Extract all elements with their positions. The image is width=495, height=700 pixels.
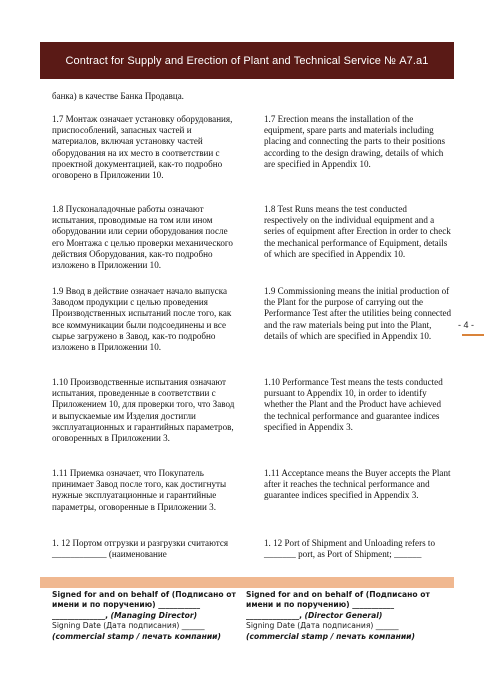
page-number-rule	[462, 334, 484, 336]
signature-line: Signed for and on behalf of (Подписано от	[246, 590, 430, 599]
signature-line: имени и по поручению) ___________	[52, 600, 201, 610]
signature-date-line: Signing Date (Дата подписания) ______	[52, 621, 205, 631]
clause-ru: 1.7 Монтаж означает установку оборудования, приспособлений, запасных частей и материалов, включая установку частей оборудования на их место в соответствии с проектной документацией, как-то подробно оговорено в Приложении 10.	[52, 114, 233, 181]
contract-title: Contract for Supply and Erection of Plant and Technical Service № А7.а1	[65, 54, 429, 67]
clause-row-1-12	[52, 538, 452, 560]
signature-blank: ______________,	[246, 610, 303, 620]
clause-ru: 1.10 Производственные испытания означают испытания, проведенные в соответствии с Приложением 10, для проверки того, что Завод и выпускаемые им Изделия достигли эксплуатационных и гарантийных параметров, оговоренных в Приложении 3.	[52, 377, 235, 444]
signature-block-left	[52, 590, 252, 642]
signature-line: Signed for and on behalf of (Подписано от	[52, 590, 236, 599]
clause-row-1-10	[52, 377, 452, 444]
signature-stamp-line: (commercial stamp / печать компании)	[52, 631, 221, 641]
signature-role-line	[246, 611, 446, 621]
clause-ru: 1.9 Ввод в действие означает начало выпуска Заводом продукции с целью проведения Производственных испытаний после того, как все коммуникации были подсоединены и все сырье загружено в Завод, как-то подробно изложено в Приложении 10.	[52, 286, 232, 353]
footer-accent-bar	[40, 577, 454, 588]
signature-line: имени и по поручению) ___________	[246, 600, 395, 610]
clause-en: 1.8 Test Runs means the test conducted respectively on the individual equipment and a series of equipment after Erection in order to check the mechanical performance of Equipment, details of which are specified in Appendix 10.	[264, 204, 451, 259]
contract-header-bar	[40, 42, 454, 79]
signature-role-line	[52, 611, 252, 621]
signature-date-line: Signing Date (Дата подписания) ______	[246, 621, 399, 631]
clause-ru: 1.11 Приемка означает, что Покупатель принимает Завод после того, как достигнуты нужные эксплуатационные и гарантийные параметры, оговоренные в Приложении 3.	[52, 468, 227, 512]
page-number: - 4 -	[458, 320, 475, 330]
signature-role: (Managing Director)	[110, 610, 198, 620]
clause-en: 1.10 Performance Test means the tests conducted pursuant to Appendix 10, in order to identify whether the Plant and the Product have achieved the technical performance and guarantee indices specified in Appendix 3.	[264, 377, 443, 432]
clause-en: 1. 12 Port of Shipment and Unloading refers to _______ port, as Port of Shipment; ______	[264, 538, 435, 560]
clause-ru: 1. 12 Портом отгрузки и разгрузки считаются ____________ (наименование	[52, 538, 229, 560]
clause-row-1-8	[52, 204, 452, 271]
signature-blank: ______________,	[52, 610, 109, 620]
signature-role: (Director General)	[304, 610, 383, 620]
clause-en: 1.7 Erection means the installation of the equipment, spare parts and materials including placing and connecting the parts to their positions according to the design drawing, details of which are specified in Appendix 10.	[264, 114, 446, 169]
clause-en: 1.9 Commissioning means the initial production of the Plant for the purpose of carrying out the Performance Test after the utilities being connected and the raw materials being put into the Plant, details of which are specified in Appendix 10.	[264, 286, 452, 341]
clause-en: 1.11 Acceptance means the Buyer accepts the Plant after it reaches the technical performance and guarantee indices specified in Appendix 3.	[264, 468, 451, 501]
signature-block-right	[246, 590, 446, 642]
signature-stamp-line: (commercial stamp / печать компании)	[246, 631, 415, 641]
clause-row-1-7	[52, 114, 452, 181]
clause-row-1-11	[52, 468, 452, 513]
clause-row-1-9	[52, 286, 452, 353]
clause-ru: 1.8 Пусконаладочные работы означают испытания, проводимые на том или ином оборудовании или серии оборудования после его Монтажа с целью проверки механического действия Оборудования, как-то подробно изложено в Приложении 10.	[52, 204, 233, 271]
continuation-text: банка) в качестве Банка Продавца.	[52, 91, 184, 101]
